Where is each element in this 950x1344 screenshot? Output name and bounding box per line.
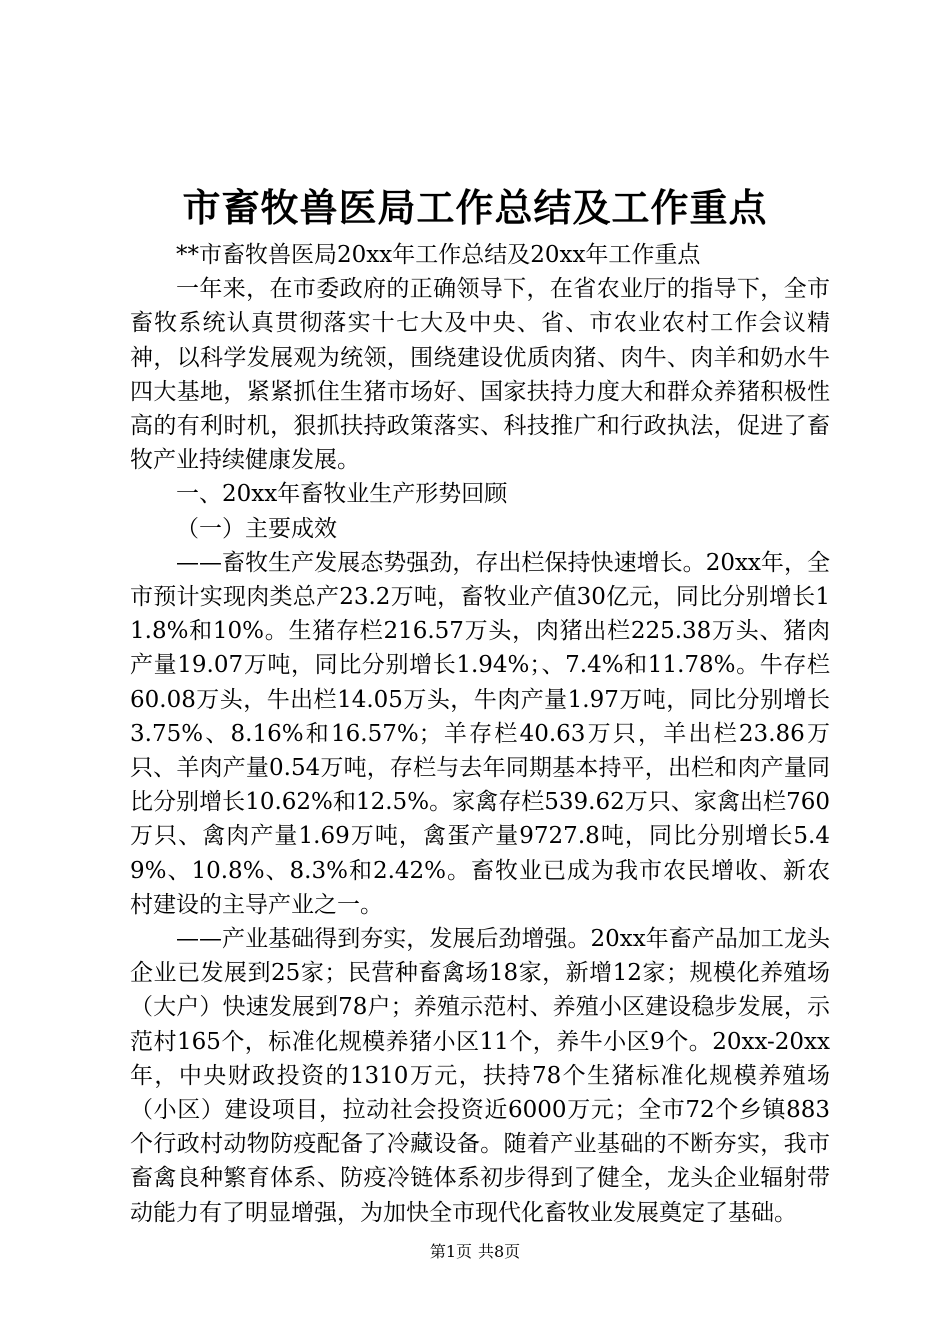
page-total: 共8页 xyxy=(478,1242,521,1261)
document-body xyxy=(130,238,830,1230)
subsection-heading: （一）主要成效 xyxy=(176,515,337,542)
subtitle-paragraph: **市畜牧兽医局20xx年工作总结及20xx年工作重点 xyxy=(176,242,701,268)
page-number: 第1页 xyxy=(429,1242,472,1261)
production-paragraph: ——畜牧生产发展态势强劲，存出栏保持快速增长。20xx年，全市预计实现肉类总产23.2万吨，畜牧业产值30亿元，同比分别增长11.8%和10%。生猪存栏216.57万头，肉猪出栏225.38万头、猪肉产量19.07万吨，同比分别增长1.94%；、7.4%和11.78%。牛存栏60.08万头，牛出栏14.05万头，牛肉产量1.97万吨，同比分别增长3.75%、8.16%和16.57%；羊存栏40.63万只，羊出栏23.86万只、羊肉产量0.54万吨，存栏与去年同期基本持平，出栏和肉产量同比分别增长10.62%和12.5%。家禽存栏539.62万只、家禽出栏760万只、禽肉产量1.69万吨，禽蛋产量9727.8吨，同比分别增长5.49%、10.8%、8.3%和2.42%。畜牧业已成为我市农民增收、新农村建设的主导产业之一。 xyxy=(130,549,830,918)
page-footer xyxy=(0,1241,950,1263)
section-heading: 一、20xx年畜牧业生产形势回顾 xyxy=(176,481,508,508)
industry-paragraph: ——产业基础得到夯实，发展后劲增强。20xx年畜产品加工龙头企业已发展到25家；民营种畜禽场18家，新增12家；规模化养殖场（大户）快速发展到78户；养殖示范村、养殖小区建设稳步发展，示范村165个，标准化规模养猪小区11个，养牛小区9个。20xx-20xx年，中央财政投资的1310万元，扶持78个生猪标准化规模养殖场（小区）建设项目，拉动社会投资近6000万元；全市72个乡镇883个行政村动物防疫配备了冷藏设备。随着产业基础的不断夯实，我市畜禽良种繁育体系、防疫冷链体系初步得到了健全，龙头企业辐射带动能力有了明显增强，为加快全市现代化畜牧业发展奠定了基础。 xyxy=(130,926,830,1226)
document-title: 市畜牧兽医局工作总结及工作重点 xyxy=(182,185,768,230)
intro-paragraph: 一年来，在市委政府的正确领导下，在省农业厅的指导下，全市畜牧系统认真贯彻落实十七大及中央、省、市农业农村工作会议精神，以科学发展观为统领，围绕建设优质肉猪、肉牛、肉羊和奶水牛四大基地，紧紧抓住生猪市场好、国家扶持力度大和群众养猪积极性高的有利时机，狠抓扶持政策落实、科技推广和行政执法，促进了畜牧产业持续健康发展。 xyxy=(130,276,830,474)
